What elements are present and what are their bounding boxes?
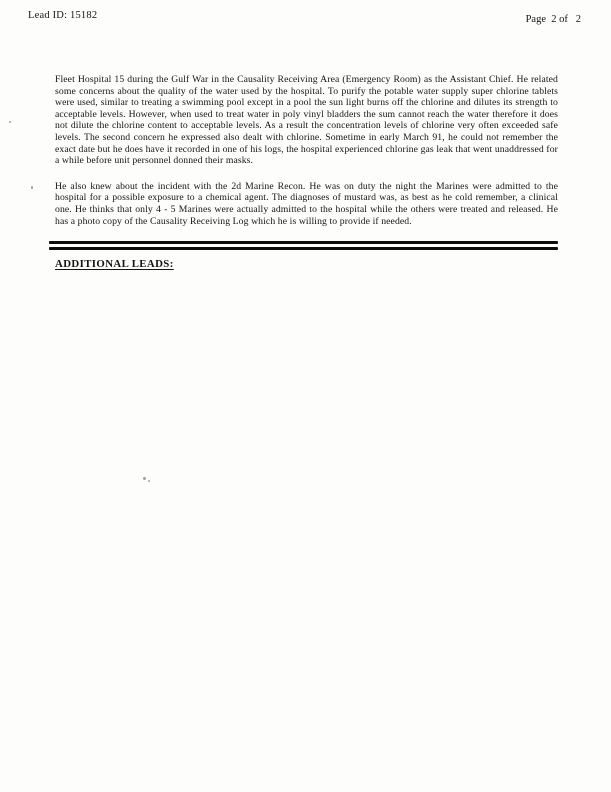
page-number-label: Page 2 of 2	[525, 14, 581, 25]
divider-line-bottom	[49, 247, 558, 250]
paragraph-marine-recon: He also knew about the incident with the 2d Marine Recon. He was on duty the night the Marines were admitted to the hospital for a possible exposure to a chemical agent. The diagnoses of mustard was, as best as he cold remember, a clinical one. He thinks that only 4 - 5 Marines were actually admitted to the hospital while the others were treated and released. He has a photo copy of the Causality Receiving Log which he is willing to provide if needed.	[55, 180, 558, 227]
scan-artifact-mark	[31, 186, 33, 189]
document-body	[55, 74, 558, 270]
scan-artifact-dot	[143, 477, 146, 480]
additional-leads-heading: ADDITIONAL LEADS:	[55, 257, 174, 270]
lead-id-label: Lead ID: 15182	[28, 10, 98, 21]
scan-artifact-dot	[148, 480, 150, 482]
section-divider	[49, 241, 558, 250]
scan-artifact-dot	[9, 121, 11, 123]
paragraph-hospital-water: Fleet Hospital 15 during the Gulf War in the Causality Receiving Area (Emergency Room) as the Assistant Chief. He related some concerns about the quality of the water used by the hospital. To purify the potable water supply super chlorine tablets were used, similar to treating a swimming pool except in a pool the sun light burns off the chlorine and dilutes its strength to acceptable levels. However, when used to treat water in poly vinyl bladders the sum cannot reach the water therefore it does not dilute the chlorine content to acceptable levels. As a result the concentration levels of chlorine very often exceeded safe levels. The second concern he expressed also dealt with chlorine. Sometime in early March 91, he could not remember the exact date but he does have it recorded in one of his logs, the hospital experienced chlorine gas leak that went unaddressed for a while before unit personnel donned their masks.	[55, 74, 558, 167]
divider-line-top	[49, 241, 558, 244]
